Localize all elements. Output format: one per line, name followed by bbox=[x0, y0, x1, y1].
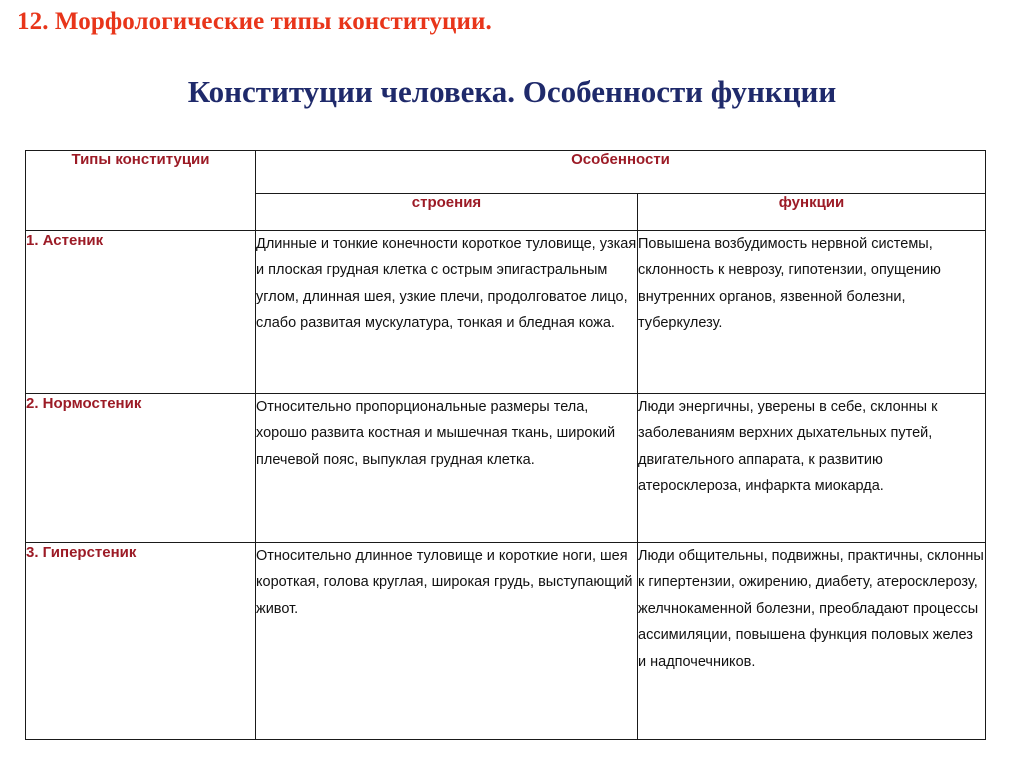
column-header-features-group: Особенности bbox=[256, 151, 986, 194]
column-header-structure: строения bbox=[256, 194, 638, 231]
column-header-function: функции bbox=[638, 194, 986, 231]
table-header-row-1 bbox=[26, 151, 986, 194]
table-row bbox=[26, 394, 986, 543]
slide-number-title: 12. Морфологические типы конституции. bbox=[17, 8, 492, 35]
row-type-label: 3. Гиперстеник bbox=[26, 543, 256, 740]
row-structure-text: Относительно длинное туловище и короткие ноги, шея короткая, голова круглая, широкая грудь, выступающий живот. bbox=[256, 543, 638, 740]
page-title: Конституции человека. Особенности функции bbox=[187, 74, 837, 109]
row-function-text: Люди общительны, подвижны, практичны, склонны к гипертензии, ожирению, диабету, атеросклерозу, желчнокаменной болезни, преобладают процессы ассимиляции, повышена функция половых желез и надпочечников. bbox=[638, 543, 986, 740]
column-header-type: Типы конституции bbox=[26, 151, 256, 231]
row-function-text: Люди энергичны, уверены в себе, склонны к заболеваниям верхних дыхательных путей, двигательного аппарата, к развитию атеросклероза, инфаркта миокарда. bbox=[638, 394, 986, 543]
row-structure-text: Длинные и тонкие конечности короткое туловище, узкая и плоская грудная клетка с острым эпигастральным углом, длинная шея, узкие плечи, продолговатое лицо, слабо развитая мускулатура, тонкая и бледная кожа. bbox=[256, 231, 638, 394]
constitution-types-table bbox=[25, 150, 986, 740]
row-type-label: 1. Астеник bbox=[26, 231, 256, 394]
row-type-label: 2. Нормостеник bbox=[26, 394, 256, 543]
table-row bbox=[26, 543, 986, 740]
row-function-text: Повышена возбудимость нервной системы, склонность к неврозу, гипотензии, опущению внутренних органов, язвенной болезни, туберкулезу. bbox=[638, 231, 986, 394]
table-row bbox=[26, 231, 986, 394]
row-structure-text: Относительно пропорциональные размеры тела, хорошо развита костная и мышечная ткань, широкий плечевой пояс, выпуклая грудная клетка. bbox=[256, 394, 638, 543]
